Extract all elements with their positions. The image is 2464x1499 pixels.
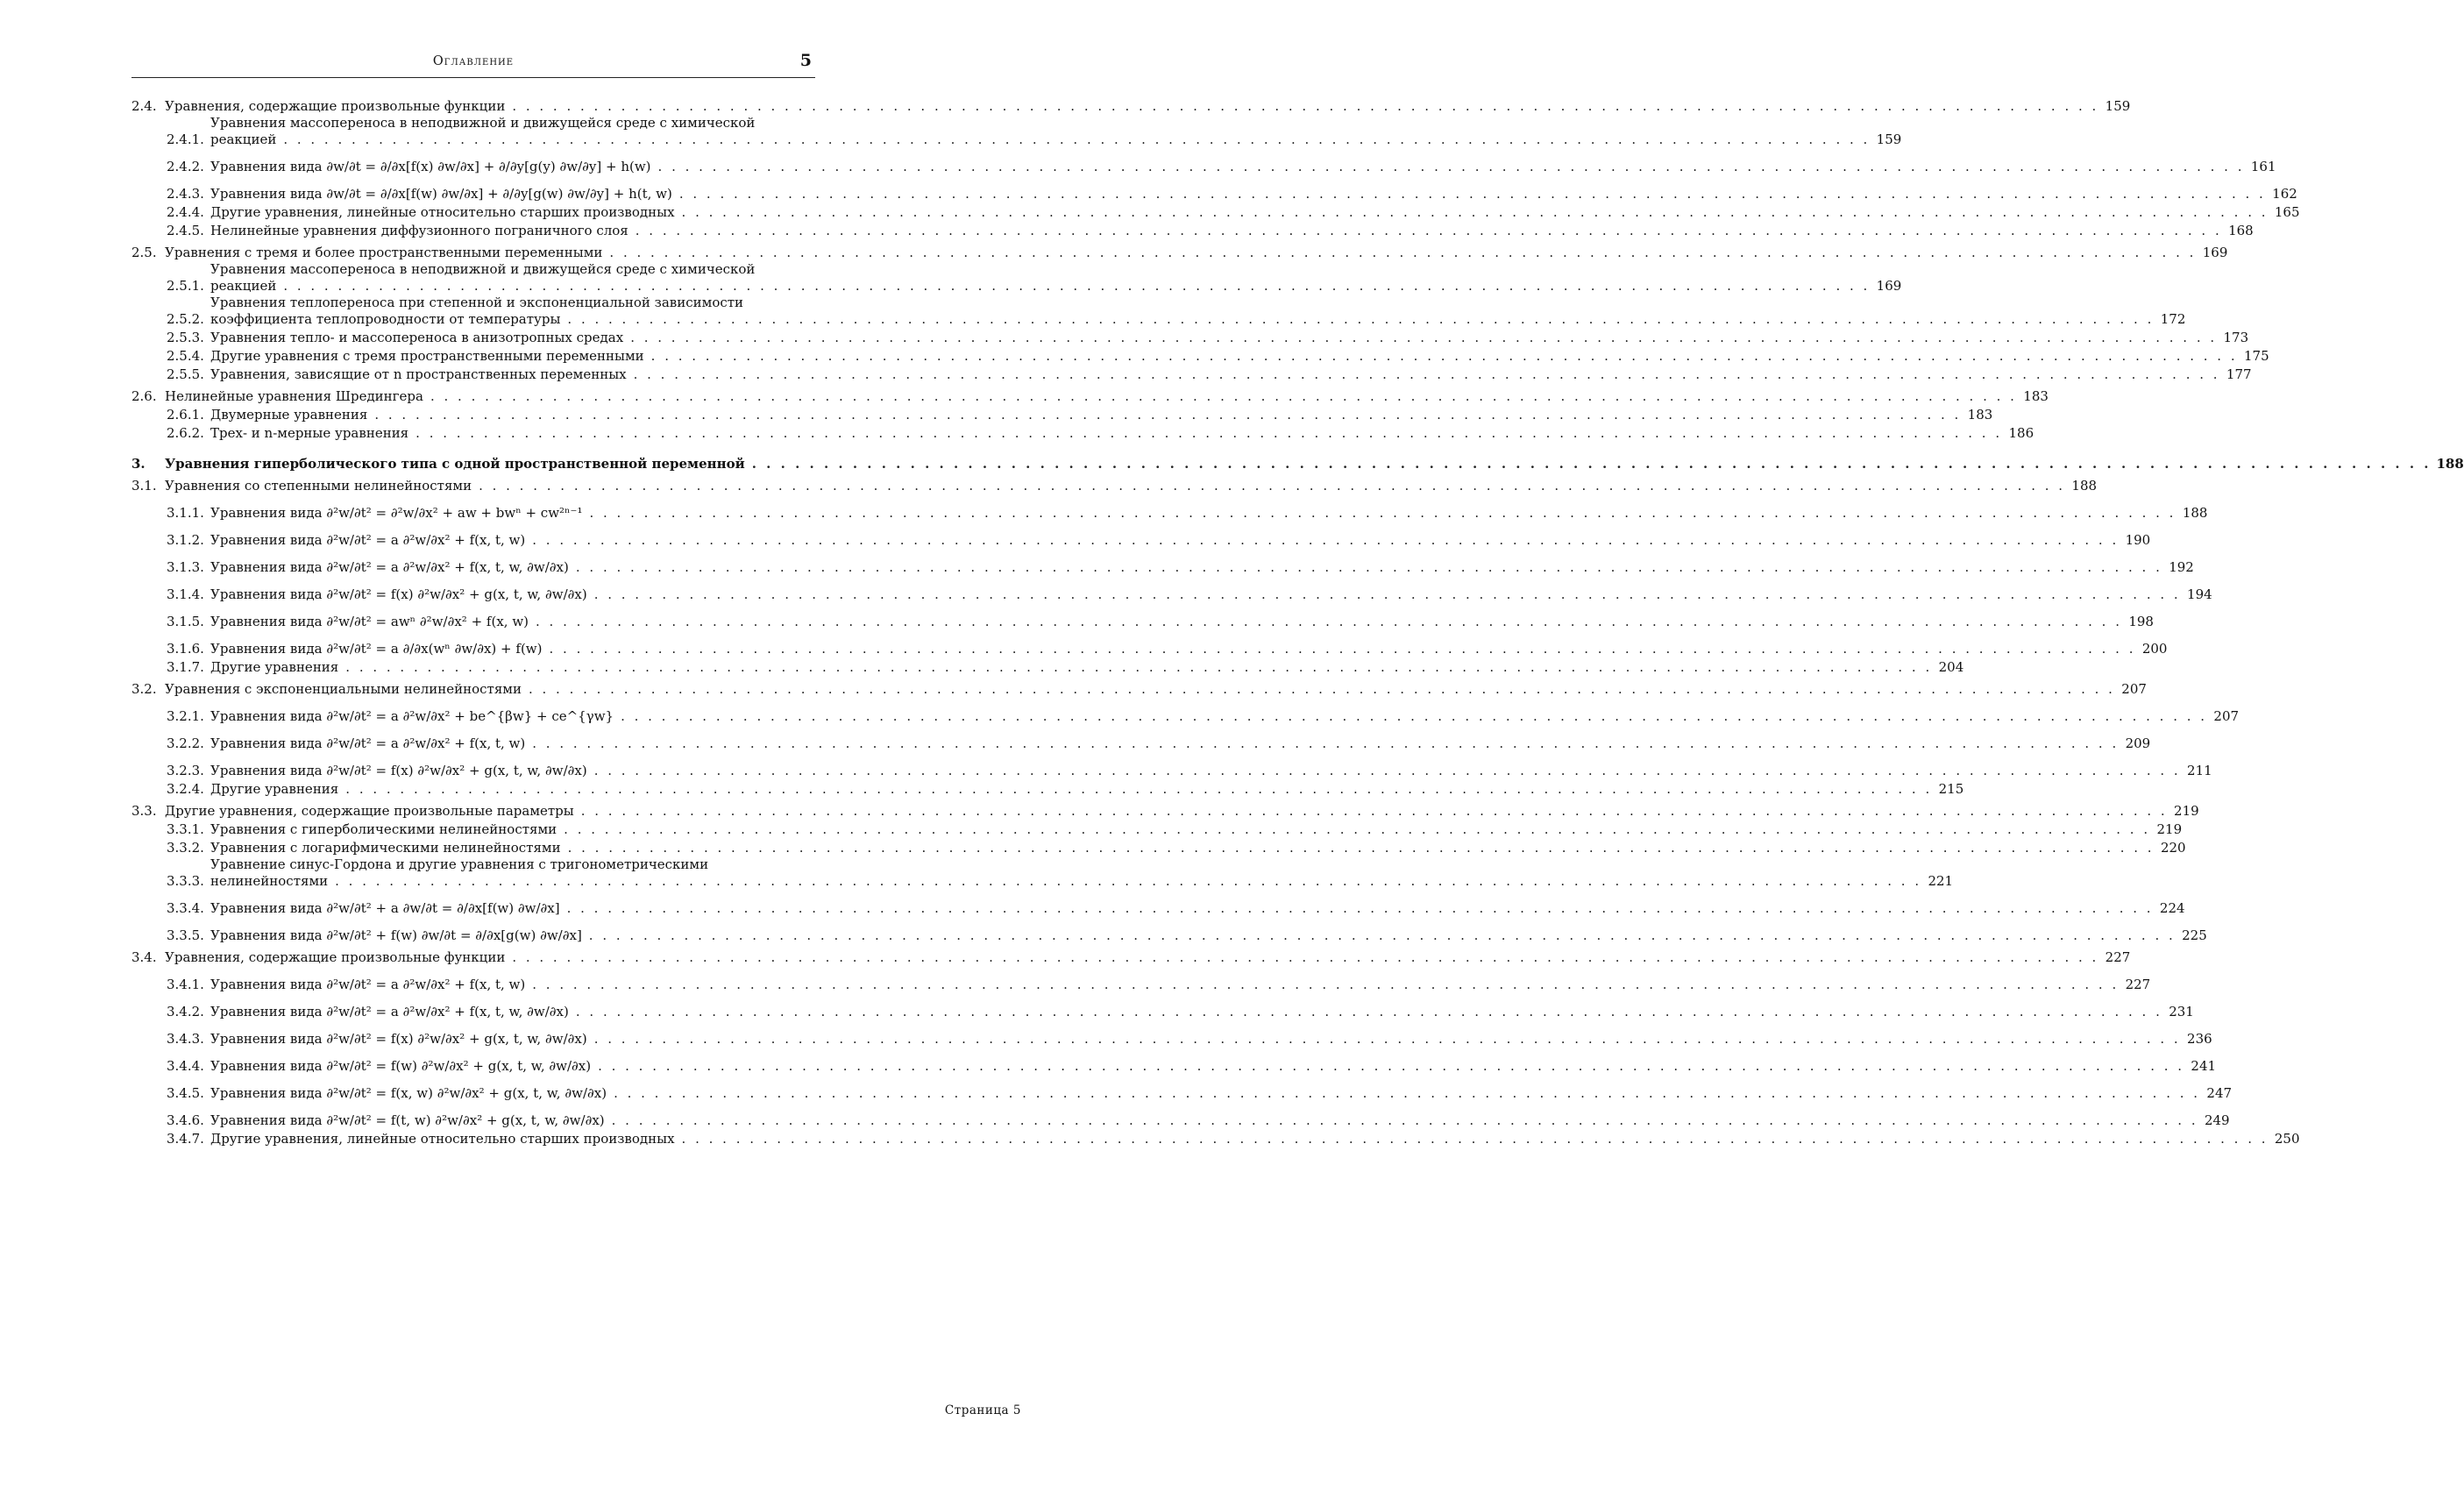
- toc-entry-number: 2.4.3.: [167, 186, 204, 202]
- toc-entry-page: 249: [2204, 1112, 2230, 1128]
- toc-entry[interactable]: [131, 202, 2300, 221]
- toc-entry-number: 3.1.4.: [167, 586, 204, 602]
- toc-entry-number: 3.4.1.: [167, 977, 204, 992]
- toc-entry-number: 2.6.1.: [167, 407, 204, 423]
- toc-entry[interactable]: [131, 476, 2098, 494]
- toc-entry[interactable]: [131, 405, 1993, 423]
- toc-entry-number: 3.4.2.: [167, 1004, 204, 1019]
- toc-entry-number: 3.4.6.: [167, 1112, 204, 1128]
- toc-entry[interactable]: [131, 328, 2249, 346]
- toc-entry-title: Другие уравнения, линейные относительно старших производных: [210, 1131, 675, 1147]
- toc-entry-title: Уравнения вида ∂²w/∂t² = f(x) ∂²w/∂x² + g(x, t, w, ∂w/∂x): [210, 1031, 587, 1047]
- toc-leader-dots: [634, 366, 2220, 383]
- toc-entry-page: 177: [2226, 366, 2252, 382]
- toc-entry-title: Другие уравнения: [210, 781, 339, 797]
- toc-entry-page: 188: [2071, 478, 2098, 494]
- toc-entry-title: Уравнения вида ∂²w/∂t² = f(x) ∂²w/∂x² + g(x, t, w, ∂w/∂x): [210, 586, 587, 602]
- toc-entry-title: Уравнения вида ∂w/∂t = ∂/∂x[f(w) ∂w/∂x] + ∂/∂y[g(w) ∂w/∂y] + h(t, w): [210, 186, 672, 202]
- toc-leader-dots: [374, 407, 1961, 423]
- toc-entry-page: 175: [2243, 348, 2269, 364]
- toc-entry-title-line2: реакцией: [210, 278, 277, 294]
- toc-entry-title-block: [210, 261, 1901, 295]
- table-of-contents: [131, 96, 2464, 1147]
- toc-entry-title: Уравнения вида ∂²w/∂t² = f(x) ∂²w/∂x² + g(x, t, w, ∂w/∂x): [210, 763, 587, 778]
- toc-entry-title: Уравнения с логарифмическими нелинейностями: [210, 840, 561, 856]
- toc-entry[interactable]: [131, 725, 2151, 752]
- toc-entry-number: 3.2.: [131, 681, 157, 697]
- toc-entry[interactable]: [131, 365, 2252, 383]
- toc-leader-dots: [589, 927, 2176, 944]
- toc-entry-number: 3.1.3.: [167, 559, 204, 575]
- page-footer: Страница 5: [944, 1403, 1021, 1417]
- toc-entry-page: 162: [2272, 186, 2297, 202]
- toc-leader-dots: [532, 977, 2119, 993]
- toc-entry-page: 250: [2274, 1131, 2300, 1147]
- toc-entry-number: 3.4.5.: [167, 1085, 204, 1101]
- toc-entry-page: 173: [2223, 330, 2249, 345]
- toc-leader-dots: [567, 900, 2154, 917]
- toc-leader-dots: [532, 532, 2119, 549]
- toc-leader-dots: [345, 659, 1932, 676]
- toc-leader-dots: [529, 681, 2115, 698]
- toc-entry-page: 215: [1938, 781, 1964, 797]
- toc-entry-page: 159: [2105, 98, 2131, 114]
- toc-entry[interactable]: [131, 522, 2151, 549]
- toc-entry-number: 2.4.1.: [167, 131, 204, 147]
- toc-leader-dots: [594, 763, 2181, 779]
- toc-entry-number: 3.1.5.: [167, 614, 204, 629]
- toc-entry-page: 224: [2159, 900, 2185, 916]
- toc-entry-title: Другие уравнения, линейные относительно старших производных: [210, 204, 675, 220]
- header-title: Оглавление: [432, 54, 515, 68]
- toc-entry-title: Уравнения вида ∂²w/∂t² = a ∂²w/∂x² + be^{βw} + ce^{γw}: [210, 708, 614, 724]
- toc-entry-page: 198: [2128, 614, 2154, 629]
- toc-entry-title: Уравнения тепло- и массопереноса в анизотропных средах: [210, 330, 624, 345]
- toc-entry[interactable]: [131, 387, 2049, 405]
- toc-entry-page: 192: [2169, 559, 2194, 575]
- toc-entry-page: 225: [2182, 927, 2207, 943]
- toc-entry[interactable]: [131, 221, 2254, 239]
- toc-entry[interactable]: [131, 630, 2168, 657]
- toc-leader-dots: [630, 330, 2217, 346]
- toc-entry-title: Уравнения с экспоненциальными нелинейностями: [165, 681, 522, 697]
- toc-entry-page: 159: [1876, 131, 1902, 147]
- toc-leader-dots: [682, 204, 2269, 221]
- toc-entry-page: 227: [2105, 949, 2131, 965]
- toc-leader-dots: [564, 821, 2150, 838]
- toc-entry-title-line2: коэффициента теплопроводности от температуры: [210, 311, 561, 327]
- toc-leader-dots: [581, 803, 2168, 820]
- toc-entry-number: 2.6.2.: [167, 425, 204, 441]
- toc-entry-page: 169: [2202, 245, 2228, 260]
- toc-entry-page: 165: [2274, 204, 2300, 220]
- toc-entry[interactable]: [131, 454, 2464, 472]
- toc-entry-number: 2.5.3.: [167, 330, 204, 345]
- running-header: [131, 51, 815, 78]
- toc-entry-page: 219: [2156, 821, 2183, 837]
- toc-entry[interactable]: [131, 1020, 2212, 1048]
- toc-entry[interactable]: [131, 423, 2034, 442]
- toc-entry-title: Уравнения вида ∂²w/∂t² = a ∂²w/∂x² + f(x, t, w): [210, 977, 526, 992]
- toc-entry[interactable]: [131, 948, 2131, 966]
- toc-leader-dots: [430, 388, 2017, 405]
- toc-leader-dots: [609, 245, 2196, 261]
- toc-leader-dots: [512, 949, 2098, 966]
- toc-entry-title: Уравнения вида ∂²w/∂t² = ∂²w/∂x² + aw + bwⁿ + cw²ⁿ⁻¹: [210, 505, 583, 521]
- toc-leader-dots: [589, 505, 2176, 522]
- toc-entry[interactable]: [131, 779, 1964, 798]
- toc-entry-title: Уравнения вида ∂²w/∂t² = a ∂²w/∂x² + f(x, t, w, ∂w/∂x): [210, 1004, 569, 1019]
- toc-entry-page: 188: [2182, 505, 2208, 521]
- toc-entry-page: 169: [1876, 278, 1902, 294]
- toc-entry-title: Другие уравнения: [210, 659, 339, 675]
- toc-entry-page: 172: [2160, 311, 2186, 327]
- toc-entry-title: Уравнения со степенными нелинейностями: [165, 478, 472, 494]
- toc-entry-number: 2.5.: [131, 245, 157, 260]
- toc-leader-dots: [283, 278, 1870, 295]
- toc-entry-page: 207: [2121, 681, 2147, 697]
- toc-leader-dots: [651, 348, 2238, 365]
- toc-entry-page: 207: [2213, 708, 2240, 724]
- toc-entry-title: Уравнения вида ∂w/∂t = ∂/∂x[f(x) ∂w/∂x] + ∂/∂y[g(y) ∂w/∂y] + h(w): [210, 159, 651, 174]
- toc-entry[interactable]: [131, 752, 2212, 779]
- toc-leader-dots: [512, 98, 2098, 115]
- toc-entry-title: Уравнения вида ∂²w/∂t² + a ∂w/∂t = ∂/∂x[f(w) ∂w/∂x]: [210, 900, 560, 916]
- toc-entry-page: 209: [2125, 735, 2151, 751]
- toc-entry-number: 3.4.4.: [167, 1058, 204, 1074]
- header-page-number: 5: [799, 51, 812, 70]
- toc-entry[interactable]: [131, 148, 2276, 175]
- toc-entry-number: 3.3.4.: [167, 900, 204, 916]
- toc-entry-title: Уравнения, содержащие произвольные функции: [165, 949, 506, 965]
- toc-entry[interactable]: [131, 838, 2186, 856]
- toc-entry-number: 3.4.3.: [167, 1031, 204, 1047]
- toc-leader-dots: [598, 1058, 2184, 1075]
- toc-entry-title-line2: нелинейностями: [210, 873, 329, 889]
- toc-entry-page: 183: [2023, 388, 2049, 404]
- toc-entry-title-line1: Уравнения теплопереноса при степенной и экспоненциальной зависимости: [210, 295, 744, 310]
- toc-leader-dots: [550, 641, 2136, 657]
- toc-leader-dots: [636, 223, 2222, 239]
- toc-entry-number: 3.1.2.: [167, 532, 204, 548]
- toc-entry-title: Уравнения с тремя и более пространственными переменными: [165, 245, 603, 260]
- toc-entry-title: Уравнения вида ∂²w/∂t² = awⁿ ∂²w/∂x² + f(x, w): [210, 614, 529, 629]
- toc-leader-dots: [621, 708, 2207, 725]
- toc-entry-title-block: [210, 295, 2185, 328]
- toc-entry-title: Нелинейные уравнения Шредингера: [165, 388, 423, 404]
- toc-entry-number: 3.1.7.: [167, 659, 204, 675]
- toc-entry-page: 227: [2125, 977, 2151, 992]
- toc-entry-number: 3.2.4.: [167, 781, 204, 797]
- toc-entry[interactable]: [131, 115, 1902, 148]
- toc-entry-number: 3.2.1.: [167, 708, 204, 724]
- toc-entry[interactable]: [131, 1075, 2233, 1102]
- toc-entry[interactable]: [131, 295, 2186, 328]
- toc-entry-number: 2.4.5.: [167, 223, 204, 238]
- toc-entry-page: 219: [2174, 803, 2199, 819]
- toc-leader-dots: [536, 614, 2122, 630]
- toc-entry-page: 247: [2206, 1085, 2233, 1101]
- toc-entry-title-block: [210, 115, 1901, 148]
- toc-entry-title: Уравнения гиперболического типа с одной пространственной переменной: [165, 456, 745, 472]
- toc-entry[interactable]: [131, 549, 2194, 576]
- toc-entry-title-line2: реакцией: [210, 131, 277, 147]
- toc-entry-number: 3.3.2.: [167, 840, 204, 856]
- toc-entry-number: 2.5.4.: [167, 348, 204, 364]
- toc-entry-page: 190: [2125, 532, 2151, 548]
- toc-entry[interactable]: [131, 890, 2185, 917]
- toc-entry-title: Уравнения, содержащие произвольные функции: [165, 98, 506, 114]
- toc-entry-number: 3.3.5.: [167, 927, 204, 943]
- toc-entry-title: Уравнения вида ∂²w/∂t² = f(t, w) ∂²w/∂x² + g(x, t, w, ∂w/∂x): [210, 1112, 605, 1128]
- toc-leader-dots: [658, 159, 2245, 175]
- toc-leader-dots: [576, 1004, 2162, 1020]
- toc-entry-title: Уравнения вида ∂²w/∂t² = f(x, w) ∂²w/∂x² + g(x, t, w, ∂w/∂x): [210, 1085, 607, 1101]
- toc-entry-number: 3.3.: [131, 803, 157, 819]
- toc-entry-page: 236: [2187, 1031, 2212, 1047]
- toc-entry-number: 3.: [131, 456, 146, 472]
- toc-entry-title: Уравнения вида ∂²w/∂t² = a ∂²w/∂x² + f(x, t, w): [210, 532, 526, 548]
- toc-entry-page: 200: [2141, 641, 2168, 657]
- toc-entry-page: 231: [2169, 1004, 2194, 1019]
- toc-entry-title: Уравнения, зависящие от n пространственных переменных: [210, 366, 627, 382]
- toc-entry[interactable]: [131, 657, 1964, 676]
- toc-entry[interactable]: [131, 679, 2147, 698]
- toc-entry-number: 2.4.: [131, 98, 157, 114]
- toc-entry-page: 221: [1928, 873, 1954, 889]
- toc-entry-title: Уравнения вида ∂²w/∂t² + f(w) ∂w/∂t = ∂/∂x[g(w) ∂w/∂x]: [210, 927, 582, 943]
- toc-leader-dots: [345, 781, 1932, 798]
- toc-entry-title: Другие уравнения с тремя пространственными переменными: [210, 348, 644, 364]
- toc-entry[interactable]: [131, 917, 2207, 944]
- toc-entry[interactable]: [131, 243, 2228, 261]
- toc-entry[interactable]: [131, 698, 2240, 725]
- toc-entry[interactable]: [131, 96, 2131, 115]
- toc-entry-title: Нелинейные уравнения диффузионного пограничного слоя: [210, 223, 628, 238]
- toc-leader-dots: [576, 559, 2162, 576]
- toc-leader-dots: [283, 131, 1870, 148]
- toc-entry-number: 3.4.7.: [167, 1131, 204, 1147]
- toc-entry-number: 3.1.: [131, 478, 157, 494]
- toc-entry-page: 186: [2008, 425, 2034, 441]
- toc-entry-title: Трех- и n-мерные уравнения: [210, 425, 409, 441]
- toc-entry[interactable]: [131, 346, 2269, 365]
- toc-leader-dots: [532, 735, 2119, 752]
- toc-leader-dots: [568, 840, 2155, 856]
- toc-entry-title-line1: Уравнения массопереноса в неподвижной и движущейся среде с химической: [210, 261, 756, 277]
- toc-leader-dots: [612, 1112, 2198, 1129]
- toc-entry-title: Уравнения вида ∂²w/∂t² = a ∂²w/∂x² + f(x, t, w): [210, 735, 526, 751]
- toc-entry[interactable]: [131, 966, 2151, 993]
- toc-entry-title: Уравнения вида ∂²w/∂t² = a ∂²w/∂x² + f(x, t, w, ∂w/∂x): [210, 559, 569, 575]
- toc-entry-page: 220: [2160, 840, 2186, 856]
- toc-entry-page: 188: [2436, 456, 2464, 472]
- toc-entry-number: 2.5.1.: [167, 278, 204, 294]
- toc-entry-page: 161: [2250, 159, 2276, 174]
- toc-entry-page: 194: [2187, 586, 2212, 602]
- toc-entry[interactable]: [131, 993, 2194, 1020]
- toc-entry[interactable]: [131, 603, 2154, 630]
- toc-entry-title: Двумерные уравнения: [210, 407, 368, 423]
- toc-entry[interactable]: [131, 856, 1954, 890]
- toc-entry[interactable]: [131, 576, 2212, 603]
- toc-leader-dots: [594, 1031, 2181, 1048]
- toc-leader-dots: [594, 586, 2181, 603]
- toc-entry[interactable]: [131, 175, 2297, 202]
- toc-entry-number: 2.6.: [131, 388, 157, 404]
- toc-entry-title: Уравнения вида ∂²w/∂t² = f(w) ∂²w/∂x² + g(x, t, w, ∂w/∂x): [210, 1058, 592, 1074]
- toc-leader-dots: [614, 1085, 2200, 1102]
- toc-entry-page: 204: [1938, 659, 1964, 675]
- toc-entry-number: 3.1.1.: [167, 505, 204, 521]
- toc-entry[interactable]: [131, 1129, 2300, 1147]
- toc-entry-number: 3.4.: [131, 949, 157, 965]
- toc-entry-number: 2.4.2.: [167, 159, 204, 174]
- toc-entry-title-block: [210, 856, 1953, 890]
- toc-entry[interactable]: [131, 801, 2199, 820]
- toc-leader-dots: [415, 425, 2002, 442]
- toc-entry-title: Уравнения вида ∂²w/∂t² = a ∂/∂x(wⁿ ∂w/∂x) + f(w): [210, 641, 543, 657]
- toc-leader-dots: [682, 1131, 2269, 1147]
- toc-entry-number: 2.4.4.: [167, 204, 204, 220]
- toc-entry-page: 241: [2191, 1058, 2217, 1074]
- toc-leader-dots: [335, 873, 1921, 890]
- toc-entry-page: 211: [2187, 763, 2212, 778]
- toc-entry[interactable]: [131, 494, 2208, 522]
- toc-entry-number: 3.3.3.: [167, 873, 204, 889]
- toc-entry[interactable]: [131, 820, 2183, 838]
- toc-entry[interactable]: [131, 1048, 2217, 1075]
- toc-entry-number: 2.5.5.: [167, 366, 204, 382]
- toc-leader-dots: [752, 456, 2432, 472]
- toc-entry-number: 2.5.2.: [167, 311, 204, 327]
- toc-entry-title: Уравнения с гиперболическими нелинейностями: [210, 821, 557, 837]
- toc-entry[interactable]: [131, 261, 1902, 295]
- toc-leader-dots: [679, 186, 2266, 202]
- toc-entry-title: Другие уравнения, содержащие произвольные параметры: [165, 803, 574, 819]
- toc-entry-page: 183: [1967, 407, 1993, 423]
- toc-leader-dots: [567, 311, 2154, 328]
- toc-entry-title-line1: Уравнение синус-Гордона и другие уравнения с тригонометрическими: [210, 856, 709, 872]
- toc-entry-number: 3.3.1.: [167, 821, 204, 837]
- toc-entry-title-line1: Уравнения массопереноса в неподвижной и движущейся среде с химической: [210, 115, 756, 131]
- toc-entry[interactable]: [131, 1102, 2230, 1129]
- toc-entry-number: 3.1.6.: [167, 641, 204, 657]
- toc-leader-dots: [479, 478, 2065, 494]
- toc-entry-page: 168: [2228, 223, 2254, 238]
- toc-entry-number: 3.2.3.: [167, 763, 204, 778]
- toc-entry-number: 3.2.2.: [167, 735, 204, 751]
